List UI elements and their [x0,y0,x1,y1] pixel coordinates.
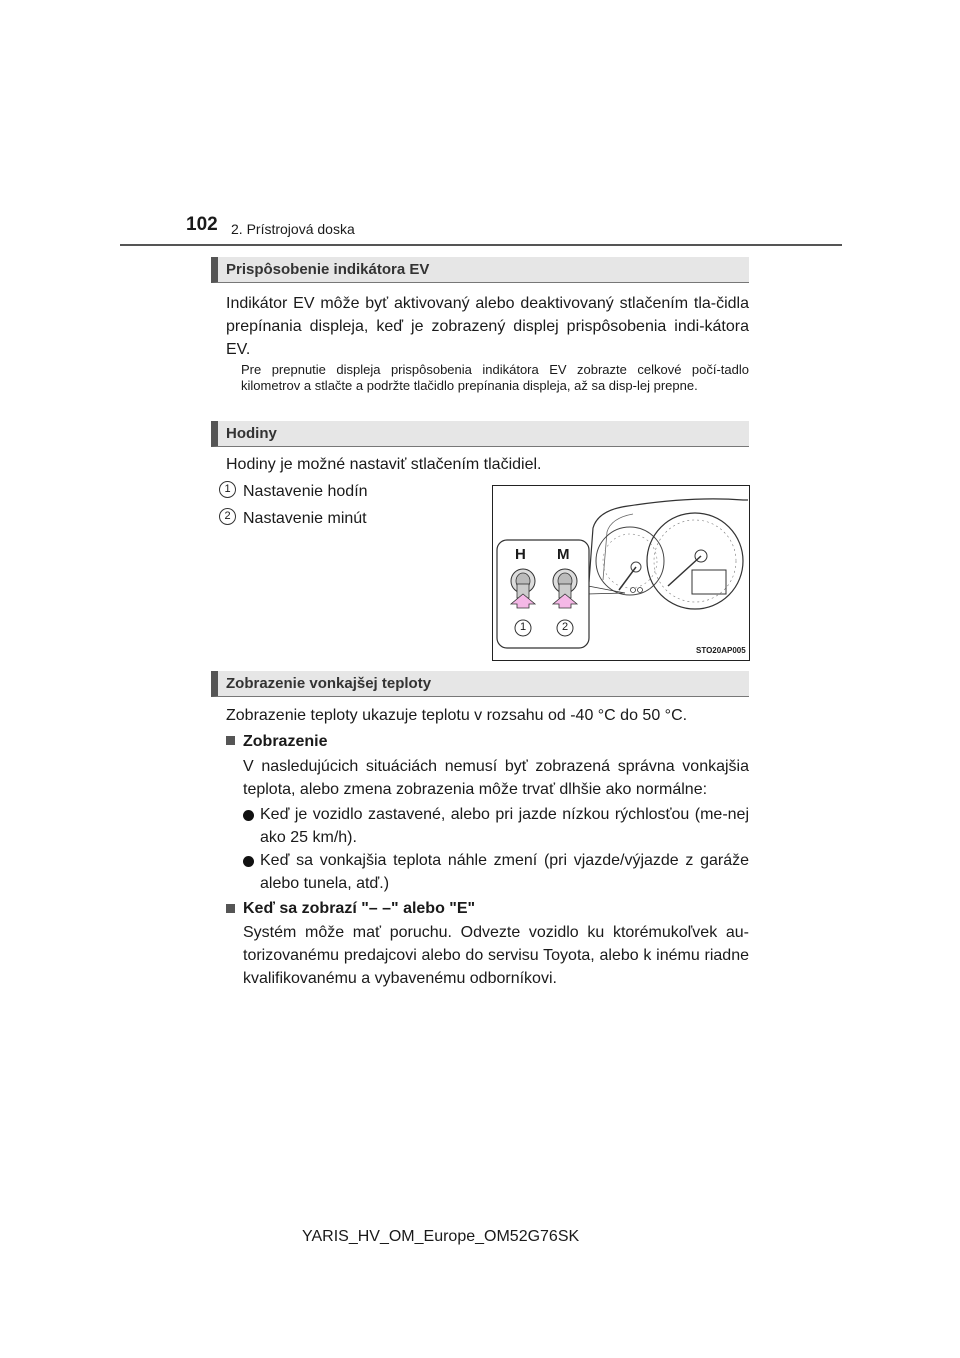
h-button-label: H [515,546,526,563]
chapter-title: 2. Prístrojová doska [231,221,355,237]
bullet-item-2: Keď sa vonkajšia teplota náhle zmení (pri vjazde/výjazde z garáže alebo tunela, atď.) [260,852,749,892]
bullet-dot-icon [243,856,254,867]
section-title-clock: Hodiny [226,425,277,442]
square-bullet-icon [226,904,235,913]
section-title-temp: Zobrazenie vonkajšej teploty [226,675,432,692]
clock-item-minutes: Nastavenie minút [243,510,367,527]
callout-1-icon: 1 [219,481,236,498]
figure-callout-2: 2 [562,621,569,633]
instrument-panel-illustration [493,486,749,660]
page-number: 102 [186,214,218,235]
section-header-clock [211,421,749,447]
bullet-item-1: Keď je vozidlo zastavené, alebo pri jazde nízkou rýchlosťou (me-nej ako 25 km/h). [260,806,749,846]
square-bullet-icon [226,736,235,745]
clock-figure [492,485,750,661]
callout-2-icon: 2 [219,508,236,525]
sub-body-error: Systém môže mať poruchu. Odvezte vozidlo ku ktorémukoľvek au-torizovanému predajcovi alebo do servisu Toyota, alebo k inému riadne kvalifikovanému a vybavenému odborníkovi. [243,924,749,987]
m-button-label: M [557,546,570,563]
clock-item-hours: Nastavenie hodín [243,483,368,500]
sub-title-error: Keď sa zobrazí "– –" alebo "E" [243,900,476,917]
figure-code: STO20AP005 [696,646,746,655]
header-rule [120,244,842,246]
temp-body: Zobrazenie teploty ukazuje teplotu v rozsahu od -40 °C do 50 °C. [226,707,688,724]
figure-callout-1: 1 [520,621,527,633]
section-title-ev: Prispôsobenie indikátora EV [226,261,430,278]
section-header-ev [211,257,749,283]
footer-code: YARIS_HV_OM_Europe_OM52G76SK [302,1228,580,1245]
sub-title-display: Zobrazenie [243,733,328,750]
clock-body: Hodiny je možné nastaviť stlačením tlačidiel. [226,456,542,473]
ev-note: Pre prepnutie displeja prispôsobenia indikátora EV zobrazte celkové počí-tadlo kilometrov a stlačte a podržte tlačidlo prepínania displeja, až sa disp-lej prepne. [241,362,749,393]
section-header-temp [211,671,749,697]
bullet-dot-icon [243,810,254,821]
ev-body: Indikátor EV môže byť aktivovaný alebo deaktivovaný stlačením tla-čidla prepínania displeja, keď je zobrazený displej prispôsobenia indi-kátora EV. [226,295,749,358]
sub-body-display: V nasledujúcich situáciách nemusí byť zobrazená správna vonkajšia teplota, alebo zmena zobrazenia môže trvať dlhšie ako normálne: [243,758,749,798]
